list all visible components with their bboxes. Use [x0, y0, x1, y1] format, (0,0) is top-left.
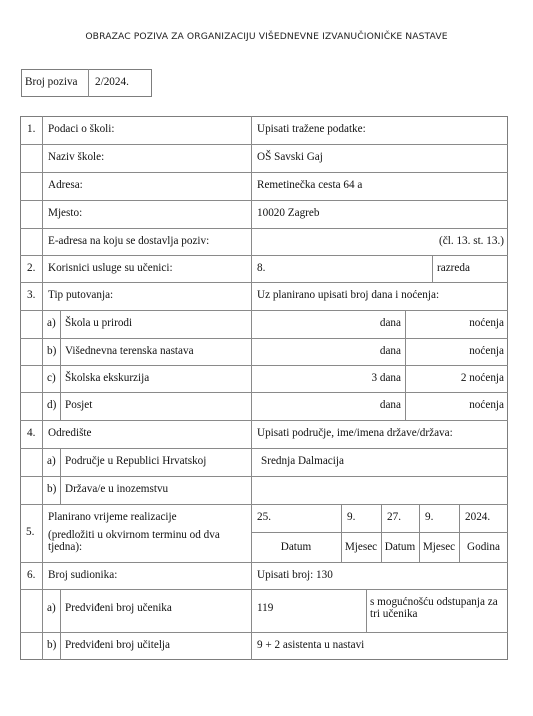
row-4b-label: Država/e u inozemstvu — [65, 483, 169, 495]
header-mjesec-2: Mjesec — [422, 541, 456, 553]
row-3a-nocenja: noćenja — [469, 317, 504, 329]
row-4-value: Upisati područje, ime/imena države/država: — [257, 427, 453, 439]
row-4a-value: Srednja Dalmacija — [261, 455, 344, 467]
naziv-label: Naziv škole: — [48, 151, 105, 163]
row-2-number: 2. — [27, 262, 36, 274]
adresa-label: Adresa: — [48, 179, 83, 191]
row-6-label: Broj sudionika: — [48, 569, 118, 581]
row-6a-value: 119 — [257, 602, 274, 614]
row-3a-label: Škola u prirodi — [65, 317, 133, 329]
row-4b-letter: b) — [47, 483, 57, 495]
row-3b-dana: dana — [379, 345, 401, 357]
mjesto-value: 10020 Zagreb — [257, 207, 320, 219]
row-1-number: 1. — [27, 123, 36, 135]
date-from-day: 25. — [257, 511, 271, 523]
row-6a-note: s mogućnošću odstupanja za tri učenika — [370, 596, 498, 620]
header-datum-1: Datum — [280, 541, 312, 553]
row-3c-nocenja: 2 noćenja — [460, 372, 504, 384]
mjesto-label: Mjesto: — [48, 207, 83, 219]
row-6b-letter: b) — [47, 639, 57, 651]
row-3-number: 3. — [27, 289, 36, 301]
row-3c-letter: c) — [47, 372, 56, 384]
row-6b-value: 9 + 2 asistenta u nastavi — [257, 639, 365, 651]
row-5-number: 5. — [26, 526, 35, 538]
naziv-value: OŠ Savski Gaj — [257, 151, 323, 163]
row-3b-nocenja: noćenja — [469, 345, 504, 357]
row-3d-label: Posjet — [65, 399, 93, 411]
row-3d-nocenja: noćenja — [469, 399, 504, 411]
row-5-label: Planirano vrijeme realizacije — [48, 511, 177, 523]
header-mjesec-1: Mjesec — [344, 541, 378, 553]
adresa-value: Remetinečka cesta 64 a — [257, 179, 363, 191]
row-4a-letter: a) — [47, 455, 56, 467]
row-6a-letter: a) — [47, 602, 56, 614]
row-6-value: Upisati broj: 130 — [257, 569, 333, 581]
row-3d-letter: d) — [47, 399, 57, 411]
row-3-label: Tip putovanja: — [48, 289, 114, 301]
broj-poziva-label: Broj poziva — [25, 76, 78, 88]
row-3b-letter: b) — [47, 345, 57, 357]
row-3-value: Uz planirano upisati broj dana i noćenja: — [257, 289, 440, 301]
row-6-number: 6. — [27, 569, 36, 581]
eadresa-label: E-adresa na koju se dostavlja poziv: — [48, 235, 210, 247]
row-3c-label: Školska ekskurzija — [65, 372, 150, 384]
row-5-sublabel: (predložiti u okvirnom terminu od dva tjedna): — [48, 529, 220, 553]
row-6a-label: Predviđeni broj učenika — [65, 602, 172, 614]
date-to-day: 27. — [387, 511, 401, 523]
row-4-number: 4. — [27, 427, 36, 439]
row-4a-label: Područje u Republici Hrvatskoj — [65, 455, 207, 467]
header-godina: Godina — [467, 541, 500, 553]
form-title: OBRAZAC POZIVA ZA ORGANIZACIJU VIŠEDNEVNE IZVANUČIONIČKE NASTAVE — [85, 31, 448, 42]
row-2-label: Korisnici usluge su učenici: — [48, 262, 173, 274]
date-from-month: 9. — [347, 511, 356, 523]
row-3d-dana: dana — [379, 399, 401, 411]
row-1-value: Upisati tražene podatke: — [257, 123, 366, 135]
eadresa-note: (čl. 13. st. 13.) — [439, 235, 504, 247]
row-1-label: Podaci o školi: — [48, 123, 115, 135]
broj-poziva-value: 2/2024. — [95, 76, 129, 88]
header-datum-2: Datum — [384, 541, 416, 553]
row-4-label: Odredište — [48, 427, 92, 439]
razred-unit: razreda — [437, 262, 470, 274]
razred-value: 8. — [257, 262, 266, 274]
row-3b-label: Višednevna terenska nastava — [65, 345, 194, 357]
row-3a-letter: a) — [47, 317, 56, 329]
date-to-month: 9. — [425, 511, 434, 523]
row-6b-label: Predviđeni broj učitelja — [65, 639, 171, 651]
row-3a-dana: dana — [379, 317, 401, 329]
date-year: 2024. — [465, 511, 491, 523]
row-3c-dana: 3 dana — [371, 372, 401, 384]
